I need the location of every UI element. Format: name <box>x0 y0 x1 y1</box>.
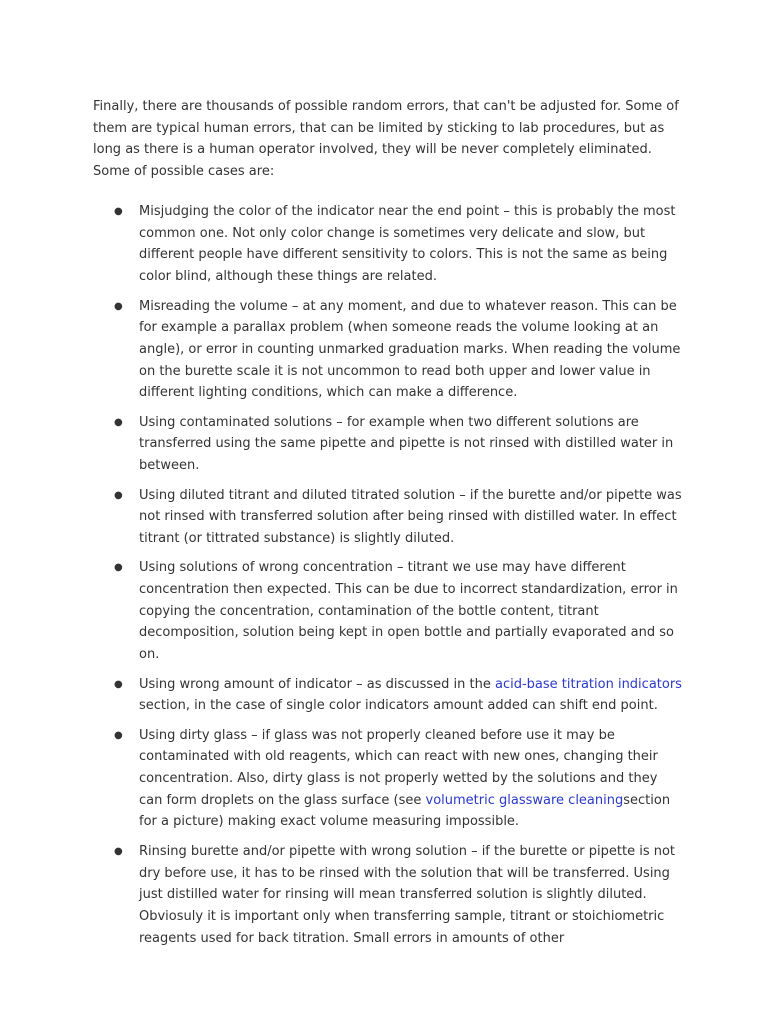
list-item <box>93 674 683 717</box>
list-item <box>93 841 683 950</box>
bullet-icon: ● <box>114 300 123 312</box>
bullet-icon: ● <box>114 729 123 741</box>
bullet-icon: ● <box>114 416 123 428</box>
list-item <box>93 725 683 834</box>
list-item-text: Misreading the volume – at any moment, and due to whatever reason. This can be for example a parallax problem (when someone reads the volume looking at an angle), or error in counting unmarked graduation marks. When reading the volume on the burette scale it is not uncommon to read both upper and lower value in different lighting conditions, which can make a difference. <box>139 298 681 401</box>
list-item-text: Misjudging the color of the indicator near the end point – this is probably the most common one. Not only color change is sometimes very delicate and slow, but different people have different sensitivity to colors. This is not the same as being color blind, although these things are related. <box>139 204 676 285</box>
bullet-icon: ● <box>114 562 123 574</box>
list-item-text: Using diluted titrant and diluted titrated solution – if the burette and/or pipette was not rinsed with transferred solution after being rinsed with distilled water. In effect titrant (or tittrated substance) is slightly diluted. <box>139 487 682 546</box>
intro-paragraph: Finally, there are thousands of possible random errors, that can't be adjusted for. Some of them are typical human errors, that can be limited by sticking to lab procedures, but as long as there is a human operator involved, they will be never completely eliminated. Some of possible cases are: <box>93 99 679 179</box>
list-item-text: Rinsing burette and/or pipette with wrong solution – if the burette or pipette is not dry before use, it has to be rinsed with the solution that will be transferred. Using just distilled water for rinsing will mean transferred solution is slightly diluted. Obviosuly it is important only when transferring sample, titrant or stoichiometric reagents used for back titration. Small errors in amounts of other <box>139 843 676 946</box>
bullet-icon: ● <box>114 845 123 857</box>
list-item-text <box>139 677 682 714</box>
volumetric-glassware-cleaning-link[interactable]: volumetric glassware cleaning <box>425 792 624 808</box>
list-item <box>93 412 683 477</box>
list-item-text: Using solutions of wrong concentration – titrant we use may have different concentration then expected. This can be due to incorrect standardization, error in copying the concentration, contamination of the bottle content, titrant decomposition, solution being kept in open bottle and partially evaporated and so on. <box>139 560 678 663</box>
list-item-text-after: section, in the case of single color indicators amount added can shift end point. <box>139 698 658 714</box>
error-list <box>93 201 683 957</box>
acid-base-titration-indicators-link[interactable]: acid-base titration indicators <box>495 676 682 692</box>
list-item-text-after: section for a picture) making exact volume measuring impossible. <box>139 792 671 830</box>
list-item-text-before: Using wrong amount of indicator – as discussed in the <box>139 676 496 692</box>
list-item <box>93 485 683 550</box>
bullet-icon: ● <box>114 678 123 690</box>
list-item <box>93 557 683 666</box>
bullet-icon: ● <box>114 206 123 217</box>
list-item-text: Using contaminated solutions – for example when two different solutions are transferred using the same pipette and pipette is not rinsed with distilled water in between. <box>139 414 674 474</box>
list-item <box>93 296 683 405</box>
bullet-icon: ● <box>114 489 123 501</box>
list-item-text <box>139 728 670 830</box>
list-item-text-before: Using dirty glass – if glass was not properly cleaned before use it may be contaminated with old reagents, which can react with new ones, changing their concentration. Also, dirty glass is not properly wetted by the solutions and they can form droplets on the glass surface (see <box>139 727 658 808</box>
list-item <box>93 201 683 288</box>
